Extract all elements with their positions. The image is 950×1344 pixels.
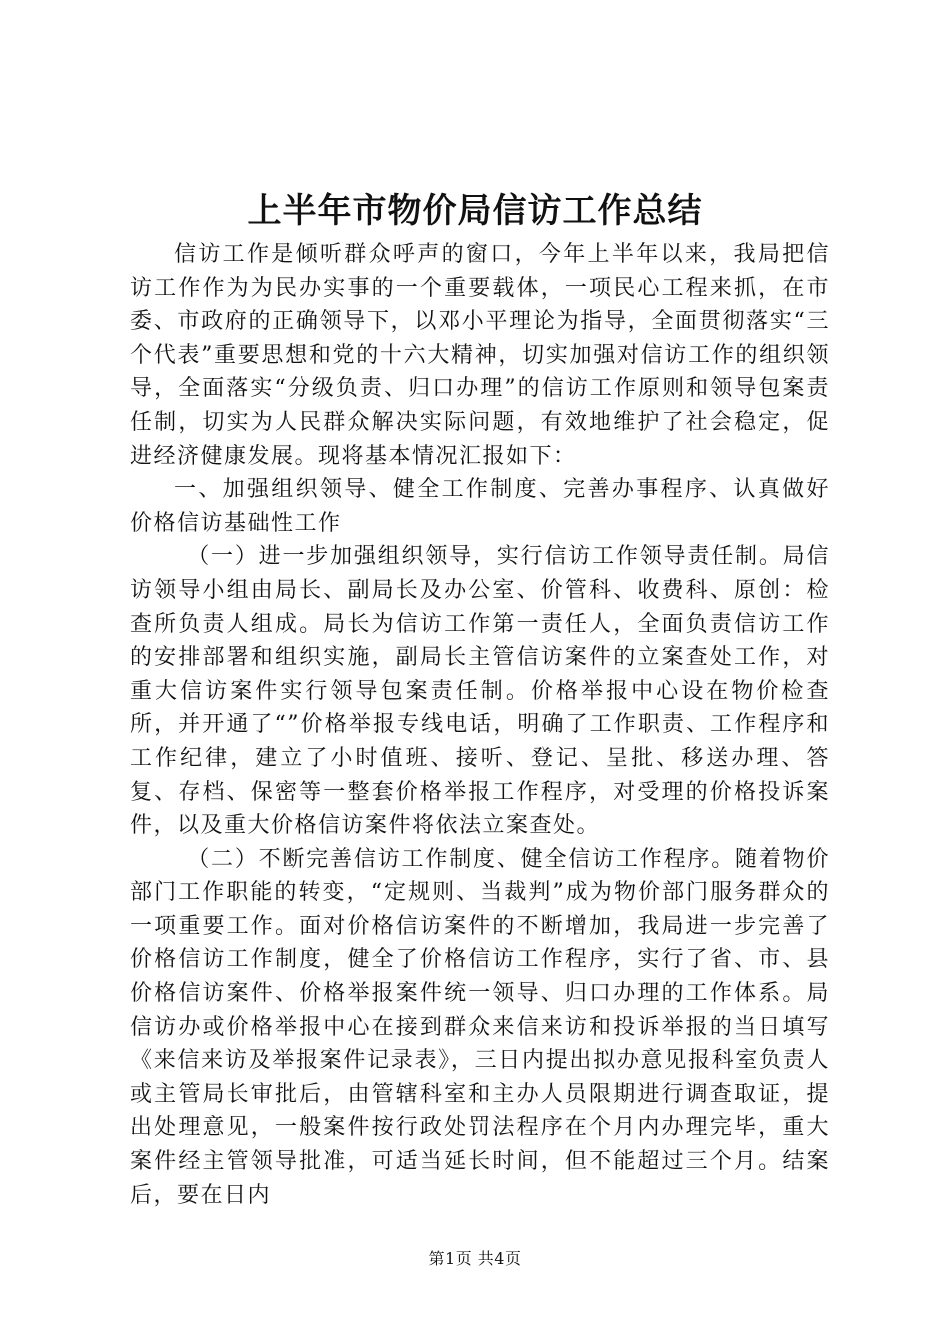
document-title: 上半年市物价局信访工作总结 [247, 191, 703, 231]
page-footer: 第1页 共4页 [428, 1249, 522, 1268]
intro-paragraph: 信访工作是倾听群众呼声的窗口，今年上半年以来，我局把信访工作作为为民办实事的一个重要载体，一项民心工程来抓，在市委、市政府的正确领导下，以邓小平理论为指导，全面贯彻落实“三个代表”重要思想和党的十六大精神，切实加强对信访工作的组织领导，全面落实“分级负责、归口办理”的信访工作原则和领导包案责任制，切实为人民群众解决实际问题，有效地维护了社会稳定，促进经济健康发展。现将基本情况汇报如下： [130, 242, 830, 469]
document-body [130, 238, 830, 1212]
section-heading-1: 一、加强组织领导、健全工作制度、完善办事程序、认真做好价格信访基础性工作 [130, 477, 830, 536]
subsection-1-paragraph: （一）进一步加强组织领导，实行信访工作领导责任制。局信访领导小组由局长、副局长及办公室、价管科、收费科、原创：检查所负责人组成。局长为信访工作第一责任人，全面负责信访工作的安排部署和组织实施，副局长主管信访案件的立案查处工作，对重大信访案件实行领导包案责任制。价格举报中心设在物价检查所，并开通了“”价格举报专线电话，明确了工作职责、工作程序和工作纪律，建立了小时值班、接听、登记、呈批、移送办理、答复、存档、保密等一整套价格举报工作程序，对受理的价格投诉案件，以及重大价格信访案件将依法立案查处。 [130, 544, 830, 839]
subsection-2-paragraph: （二）不断完善信访工作制度、健全信访工作程序。随着物价部门工作职能的转变，“定规则、当裁判”成为物价部门服务群众的一项重要工作。面对价格信访案件的不断增加，我局进一步完善了价格信访工作制度，健全了价格信访工作程序，实行了省、市、县价格信访案件、价格举报案件统一领导、归口办理的工作体系。局信访办或价格举报中心在接到群众来信来访和投诉举报的当日填写《来信来访及举报案件记录表》，三日内提出拟办意见报科室负责人或主管局长审批后，由管辖科室和主办人员限期进行调查取证，提出处理意见，一般案件按行政处罚法程序在个月内办理完毕，重大案件经主管领导批准，可适当延长时间，但不能超过三个月。结案后，要在日内 [130, 846, 830, 1208]
